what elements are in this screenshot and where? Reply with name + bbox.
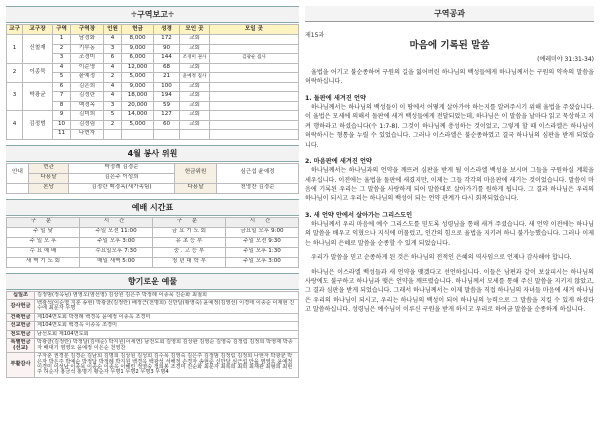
offering-label: 건축헌금 [7,313,35,321]
report-cell: 3 [104,101,122,111]
report-header-cell: 모일 곳 [210,25,299,35]
report-header-cell: 교구장 [23,25,53,35]
report-cell: 2 [104,73,122,83]
report-cell [210,111,299,121]
report-cell: 194 [154,92,180,102]
table-row [7,313,299,321]
report-cell: 9,000 [122,44,154,54]
report-cell: 김은희 [71,82,104,92]
report-cell: 10 [53,120,71,130]
table-row [7,111,299,121]
offering-names: 김정범(정옥님) 염영오(염선영) 김상원 김은주 박정례 이종묵 진순화 최철희 [35,291,299,299]
report-cell: 172 [154,35,180,45]
report-cell [210,92,299,102]
report-cell: 14,000 [122,111,154,121]
report-cell: 18,000 [122,92,154,102]
worship-cell: 수 요 예 배 [7,247,80,257]
service-cell: 다용달 [29,173,69,183]
table-row [7,237,299,247]
lesson-heading-1: 1. 돌판에 새겨진 언약 [305,94,366,102]
table-row [7,339,299,353]
service-cell: 천영찬 김경순 [217,183,299,193]
offering-label: 선교헌금 [7,322,35,330]
worship-schedule-table [6,217,299,268]
report-cell [210,101,299,111]
report-cell: 12,000 [122,63,154,73]
report-cell [210,73,299,83]
report-cell [210,120,299,130]
lesson-section-title: 구역공과 [305,6,594,22]
lesson-heading-3: 3. 새 언약 안에서 살아가는 그리스도인 [305,211,413,219]
report-cell: 3 [104,44,122,54]
worship-cell: 금요일 오후 9:00 [226,227,299,237]
report-cell: 기부동 [71,44,104,54]
report-cell: 6,000 [122,54,154,64]
report-cell: 윤예정 [71,73,104,83]
table-row [7,247,299,257]
worship-cell: 유 초 등 부 [153,237,226,247]
report-cell: 김정림 [71,120,104,130]
report-header-cell: 인원 [104,25,122,35]
report-cell: 교회 [180,111,210,121]
report-cell: 68 [154,63,180,73]
service-table [6,163,299,194]
gyogu-cell: 1 [7,35,23,64]
table-row [7,227,299,237]
offering-names: 제104면도회 박정례 백경옥 윤예정 이종옥 조경미 [35,313,299,321]
report-cell: 윤예정 집사 [180,73,210,83]
district-report-table [6,24,299,140]
report-header-cell: 모인 곳 [180,25,210,35]
report-cell: 교회 [180,92,210,102]
bulletin-left-column [6,6,299,418]
worship-cell: 주일 오후 1:30 [226,247,299,257]
report-cell: 김정란 [71,92,104,102]
report-cell: 8,000 [122,35,154,45]
report-cell: 나현자 [71,130,104,140]
report-cell: 5,000 [122,73,154,83]
table-row [7,330,299,338]
report-cell: 4 [104,63,122,73]
report-cell: 2 [53,44,71,54]
report-cell: 59 [154,101,180,111]
worship-header-row [7,217,299,227]
report-header-cell: 교구 [7,25,23,35]
report-cell [104,130,122,140]
report-cell: 교회 [180,101,210,111]
worship-cell: 새 벽 기 도 회 [7,257,80,267]
service-cell: 김은주 이성희 [69,173,175,183]
report-cell: 6 [53,82,71,92]
report-cell: 9,000 [122,82,154,92]
offering-label: 십일조 [7,291,35,299]
report-cell: 5 [104,111,122,121]
report-cell: 4 [104,35,122,45]
worship-header-cell: 구 분 [7,217,80,227]
report-cell: 백경옥 [71,101,104,111]
worship-cell: 중 . 고 등 부 [153,247,226,257]
offering-names: 제104면도회 백경옥 이종옥 조경미 [35,322,299,330]
report-cell: 90 [154,44,180,54]
lesson-main-title: 마음에 기록된 말씀 [409,40,490,51]
lesson-paragraph-3: 하나님께서 우리 마음에 예수 그리스도를 믿도록 성령님을 통해 새겨 주셨습니다. 새 언약 이전에는 하나님의 말씀을 배우고 익혔으나 지식에 머물렀고, 인간의 힘으로 율법을 지키려 하니 불가능했습니다. 그러나 이제는 하나님의 은혜로 말씀을 순종할 수 있게 되었습니다. [305,220,594,247]
report-header-cell: 성경 [154,25,180,35]
worship-cell: 주 일 낮 [7,227,80,237]
report-cell [210,44,299,54]
service-cell: 김정란 백경옥(새가족팀) [69,183,175,193]
lesson-heading-2: 2. 마음판에 새겨진 언약 [305,158,372,166]
offering-label: 감사헌금 [7,299,35,313]
report-header-cell: 구역 [53,25,71,35]
report-title: ♱구역보고♱ [6,6,299,23]
offering-title: 향기로운 예물 [6,273,299,290]
report-cell: 21 [154,73,180,83]
gyogu-leader-cell: 박광균 [23,82,53,111]
worship-cell: 매일 새벽 5:00 [80,257,153,267]
report-cell: 이순영 [71,63,104,73]
table-row [7,35,299,45]
worship-header-cell: 시 간 [80,217,153,227]
gyogu-cell: 3 [7,82,23,111]
service-title: 4월 봉사 위원 [6,145,299,162]
worship-cell: 청 년 대 학 부 [153,257,226,267]
report-cell: 4 [104,92,122,102]
worship-title: 예배 시간표 [6,199,299,216]
offering-names: 백광석(이순영 지훈 송현) 박광균(김정란) 배정근(천명희) 신만달(황영숙) 윤예정(김영선) 이경태 이종순 이재현 진수에 최문자 무명 [35,299,299,313]
offering-table [6,291,299,378]
report-cell: 100 [154,82,180,92]
worship-header-cell: 시 간 [226,217,299,227]
offering-names: 구자훈 권경분 김경순 김남희 김명희 김상원 김성희 김수목 김영숙 김은주 김정범 김정림 김정희 나현자 박광균 박은자 박은주 박예순 박정달 박정례 박지원 백경옥 백광석 서해정 손경자 송현준 신만달 심근섭 안을 염영오 윤예정 이경미 이성남 이종묵 이종순 이종옥 이혜린 정영숙 정희봉 조경미 진순화 최문자 최복희 최희 최재관 최형희 최현주 허순자 홍금석 홍명기 황순자 무명1 무명2 무명3 무명4 [35,353,299,378]
table-row [7,353,299,378]
bulletin-right-column [305,6,594,418]
service-cell: 다용달 [175,183,217,193]
table-row [7,299,299,313]
worship-cell: 주일 오전 9:30 [226,237,299,247]
report-cell [210,63,299,73]
service-cell: 본당 [29,183,69,193]
worship-header-cell: 구 분 [153,217,226,227]
lesson-paragraph-4: 우리가 말씀을 믿고 순종하게 된 것은 하나님의 전적인 은혜의 역사임으로 언제나 감사해야 합니다. [311,254,572,262]
worship-cell: 주 일 오 후 [7,237,80,247]
report-cell [210,130,299,140]
report-cell: 4 [104,82,122,92]
report-cell: 김미희 [71,111,104,121]
table-row [7,82,299,92]
report-cell: 11 [53,130,71,140]
service-cell: 심근섭 윤예정 [217,163,299,183]
report-cell: 교회 [180,44,210,54]
report-header-cell: 헌금 [122,25,154,35]
gyogu-cell: 4 [7,111,23,140]
report-cell: 20,000 [122,101,154,111]
offering-label: 특별헌금 (선교) [7,339,35,353]
table-row [7,63,299,73]
report-cell: 김광순 집사 [210,54,299,64]
table-row [7,257,299,267]
worship-cell: 주일 오후 3:00 [226,257,299,267]
report-header-cell: 구역장 [71,25,104,35]
report-cell: 8 [53,101,71,111]
lesson-paragraph-1: 하나님께서는 하나님의 백성들이 이 땅에서 어떻게 살아가야 하는지를 알려주시기 위해 율법을 주셨습니다. 이 율법은 모세에 의해서 돌판에 새겨 백성들에게 전달되었는데, 하나님은 이 말씀을 날마다 읽고 묵상하고 지켜 행하라고 하셨습니다(수 1:7-8). 그것이 하나님께 충성하는 것이었고, 그렇게 할 때 이스라엘은 하나님이 허락하시는 형통을 누릴 수 있었습니다. 그러나 이스라엘은 불순종하였고 결국 하나님의 심판을 받게 되었습니다. [305,103,594,149]
table-row [7,291,299,299]
report-cell: 교회 [180,120,210,130]
report-cell [210,35,299,45]
report-cell [210,82,299,92]
service-cell: 현관 [29,163,69,173]
report-cell: 교회 [180,82,210,92]
gyogu-leader-cell: 이종묵 [23,63,53,82]
offering-label: 부활감사 [7,353,35,378]
service-guide-label: 안내 [7,163,29,183]
report-cell: 5 [53,73,71,83]
report-header-row [7,25,299,35]
worship-cell: 수요일오후 7:30 [80,247,153,257]
lesson-number: 제15과 [305,32,325,39]
report-cell: 1 [53,35,71,45]
table-row [7,322,299,330]
offering-names: 박광균(김정란) 박정달(김태순) 박지원(이세연) 남전도회 김영희 김상완 김영순 김영숙 김정림 김정희 박영재 박종자 배대기 염영오 윤예정 이은순 천영찬 [35,339,299,353]
report-cell: 조경미 [71,54,104,64]
gyogu-cell: 2 [7,63,23,82]
report-cell: 3 [53,54,71,64]
gyogu-leader-cell: 신철재 [23,35,53,64]
lesson-intro: 율법을 어기고 불순종하여 구원의 길을 잃어버린 하나님의 백성들에게 하나님께서는 구원의 약속의 말씀을 허락하십니다. [305,69,594,86]
report-cell [180,130,210,140]
service-cell: 헌금위원 [175,163,217,183]
report-cell: 60 [154,120,180,130]
report-cell: 9 [53,111,71,121]
offering-names: 남선도회 제104면도회 [35,330,299,338]
scripture-reference: (예레미야 31:31-34) [537,56,594,63]
worship-cell: 주일 오전 11:00 [80,227,153,237]
report-cell: 144 [154,54,180,64]
report-cell: 6 [104,54,122,64]
gyogu-leader-cell: 김정범 [23,111,53,140]
report-cell [122,130,154,140]
report-cell: 교회 [180,63,210,73]
worship-cell: 금 요 기 도 회 [153,227,226,237]
lesson-paragraph-5: 하나님은 이스라엘 백성들과 새 언약을 맺겠다고 선언하십니다. 이들은 남편과 같이 보살피시는 하나님의 사랑에도 불구하고 하나님과 맺은 언약을 깨뜨렸습니다. 하나님께서 모세를 통해 주신 말씀을 지키지 않았고, 그 결과 심판을 받게 되었습니다. 그래서 하나님께서는 이제 말씀을 직접 하나님의 자녀들 마음에 새겨 하나님은 우리의 하나님이 되시고, 우리는 하나님의 백성이 되어 하나님의 능력으로 그 말씀을 지킬 수 있게 하셨다고 말씀하십니다. 성령님은 예수님이 이루신 구원을 받게 하시고 우리로 하여금 말씀을 순종하게 하십니다. [305,268,594,314]
report-cell: 교회 [180,35,210,45]
worship-cell: 주일 오후 3:00 [80,237,153,247]
report-cell: 조경미 권사 [180,54,210,64]
report-cell [154,130,180,140]
report-cell: 127 [154,111,180,121]
lesson-paragraph-2: 하나님께서는 하나님과의 언약을 깨뜨려 심판을 받게 될 이스라엘 백성을 보시며 그들을 구원하실 계획을 세우십니다. 이전에는 율법을 돌판에 새겼지만, 이제는 그들 각각의 마음판에 새기는 것이었습니다. 말씀이 마음에 기록된 우리는 그 말씀을 사랑하게 되어 말씀대로 살아가기를 원하게 됩니다. 그 결과 하나님은 우리의 하나님이 되시고 우리는 하나님의 백성이 되는 언약 관계가 다시 회복되었습니다. [305,167,594,203]
offering-label: 전도헌금 [7,330,35,338]
report-cell: 2 [104,120,122,130]
report-cell: 4 [53,63,71,73]
report-cell: 7 [53,92,71,102]
report-cell: 5,000 [122,120,154,130]
service-cell: 박정례 김경순 [69,163,175,173]
report-cell: 남경화 [71,35,104,45]
